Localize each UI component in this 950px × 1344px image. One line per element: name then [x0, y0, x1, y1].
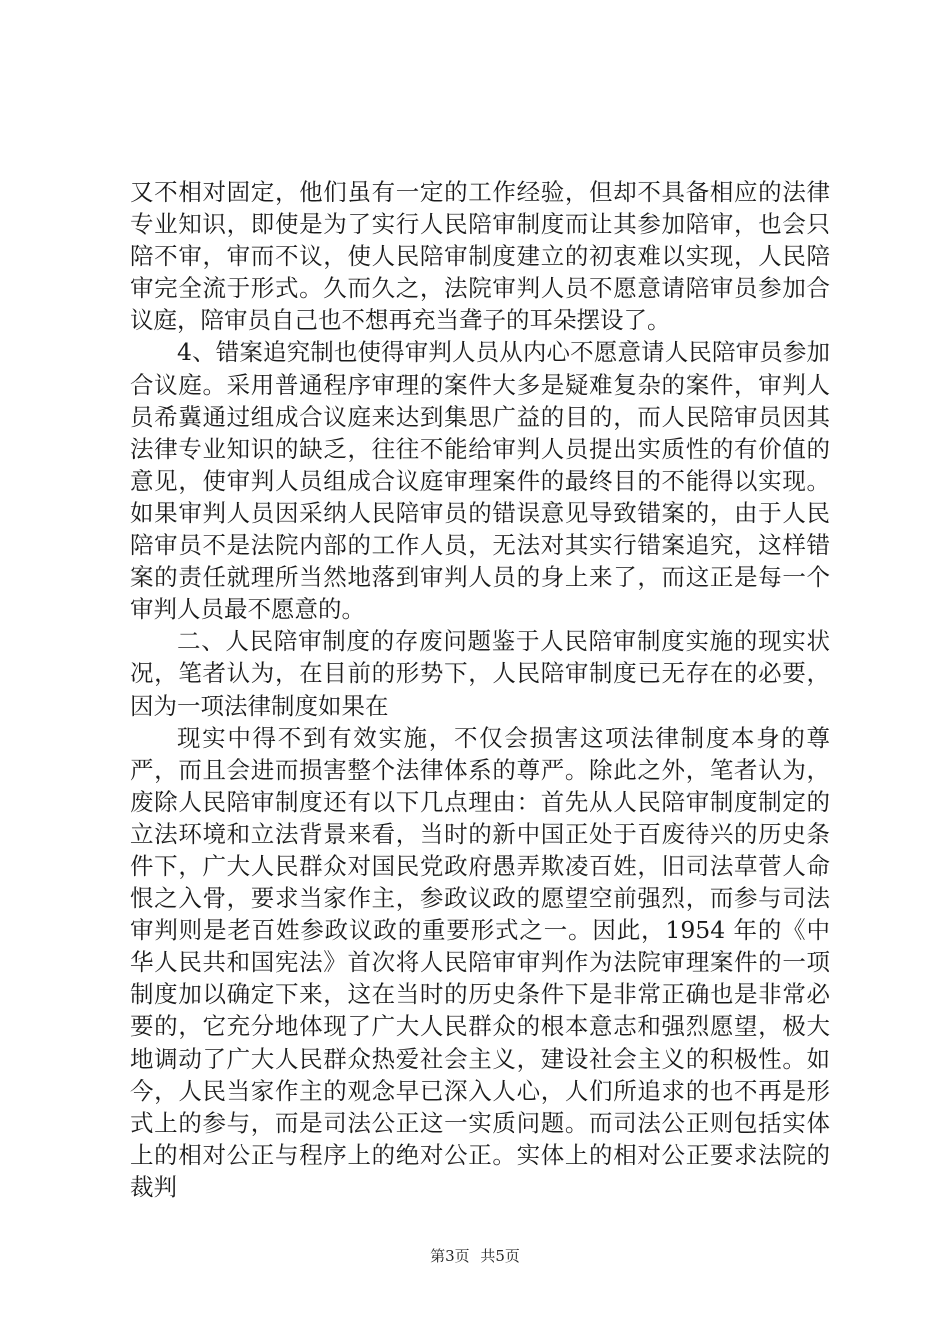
paragraph: 又不相对固定，他们虽有一定的工作经验，但却不具备相应的法律专业知识，即使是为了实行人民陪审制度而让其参加陪审，也会只陪不审，审而不议，使人民陪审制度建立的初衷难以实现，人民陪审完全流于形式。久而久之，法院审判人员不愿意请陪审员参加合议庭，陪审员自己也不想再充当聋子的耳朵摆设了。 [130, 178, 830, 335]
paragraph: 4、错案追究制也使得审判人员从内心不愿意请人民陪审员参加合议庭。采用普通程序审理的案件大多是疑难复杂的案件，审判人员希冀通过组成合议庭来达到集思广益的目的，而人民陪审员因其法律专业知识的缺乏，往往不能给审判人员提出实质性的有价值的意见，使审判人员组成合议庭审理案件的最终目的不能得以实现。如果审判人员因采纳人民陪审员的错误意见导致错案的，由于人民陪审员不是法院内部的工作人员，无法对其实行错案追究，这样错案的责任就理所当然地落到审判人员的身上来了，而这正是每一个审判人员最不愿意的。 [130, 338, 830, 624]
paragraph: 现实中得不到有效实施，不仅会损害这项法律制度本身的尊严，而且会进而损害整个法律体系的尊严。除此之外，笔者认为，废除人民陪审制度还有以下几点理由：首先从人民陪审制度制定的立法环境和立法背景来看，当时的新中国正处于百废待兴的历史条件下，广大人民群众对国民党政府愚弄欺凌百姓，旧司法草菅人命恨之入骨，要求当家作主，参政议政的愿望空前强烈，而参与司法审判则是老百姓参政议政的重要形式之一。因此，1954 年的《中华人民共和国宪法》首次将人民陪审审判作为法院审理案件的一项制度加以确定下来，这在当时的历史条件下是非常正确也是非常必要的，它充分地体现了广大人民群众的根本意志和强烈愿望，极大地调动了广大人民群众热爱社会主义，建设社会主义的积极性。如今，人民当家作主的观念早已深入人心，人们所追求的也不再是形式上的参与，而是司法公正这一实质问题。而司法公正则包括实体上的相对公正与程序上的绝对公正。实体上的相对公正要求法院的裁判 [130, 723, 830, 1201]
document-body [130, 176, 830, 1203]
page-total: 共5页 [480, 1247, 520, 1265]
paragraph: 二、人民陪审制度的存废问题鉴于人民陪审制度实施的现实状况，笔者认为，在目前的形势下，人民陪审制度已无存在的必要，因为一项法律制度如果在 [130, 627, 830, 720]
page-number: 第3页 [430, 1247, 470, 1265]
page-footer [0, 1246, 950, 1266]
